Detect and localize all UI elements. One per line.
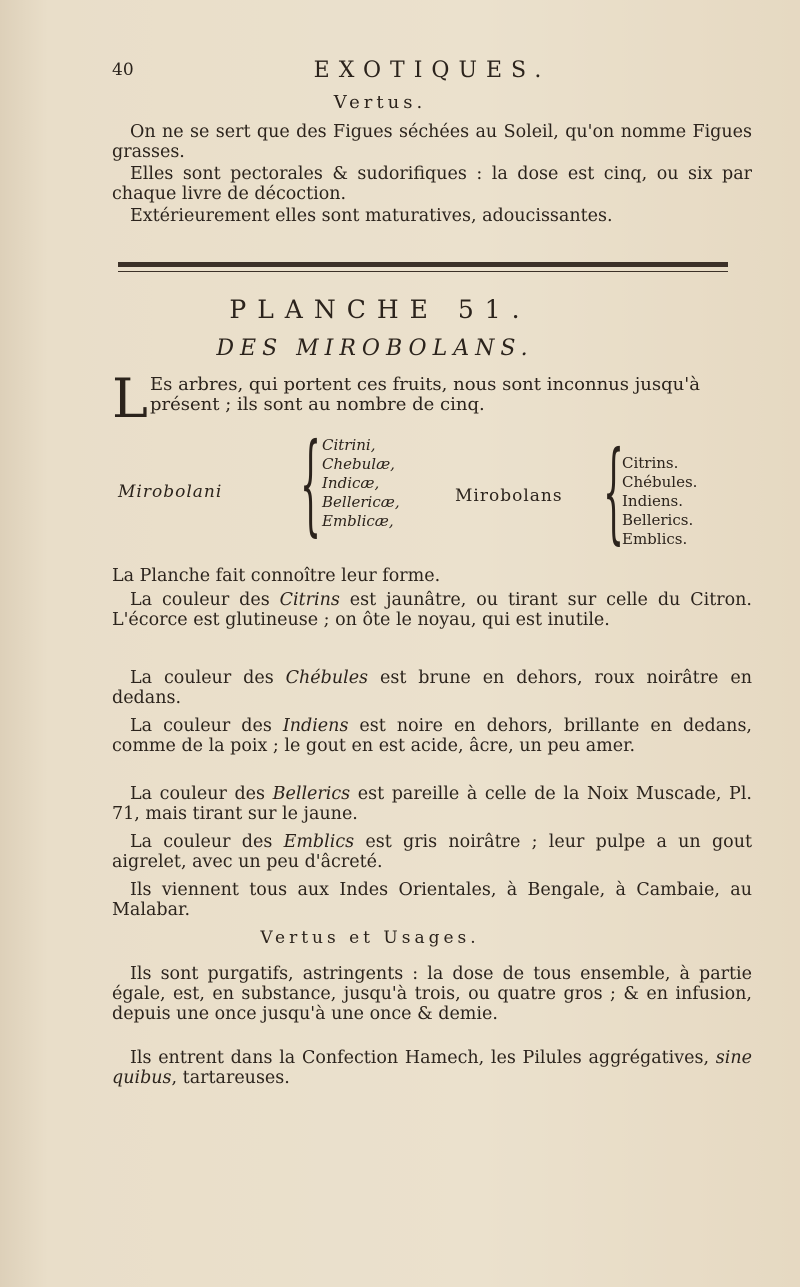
paragraph-text: La couleur des [130,832,284,852]
intro-paragraph: Es arbres, qui portent ces fruits, nous sont inconnus jusqu'à présent ; ils sont au nombre de cinq. [150,374,700,415]
paragraph-text: est pareille à celle de la Noix Muscade, Pl. 71, mais tirant sur le jaune. [112,784,752,824]
body-paragraph [112,566,752,586]
paragraph-text: La couleur des [130,590,280,610]
french-item: Indiens. [622,492,683,510]
paragraph-text: Ils entrent dans la Confection Hamech, les Pilules aggrégatives, [130,1048,716,1068]
paragraph-text: est gris noirâtre ; leur pulpe a un gout aigrelet, avec un peu d'âcreté. [112,832,752,872]
paragraph-text: Elles sont pectorales & sudorifiques : la dose est cinq, ou six par chaque livre de décoction. [112,164,752,204]
latin-item: Emblicæ, [322,512,394,530]
latin-item: Chebulæ, [322,455,395,473]
section-title-usages: Vertus et Usages. [260,928,480,948]
french-item: Emblics. [622,530,688,548]
plate-subtitle: DES MIROBOLANS. [216,336,534,361]
paragraph-text: La couleur des [130,784,273,804]
running-head: EXOTIQUES. [313,58,551,83]
paragraph-text: La Planche fait connoître leur forme. [112,566,441,586]
body-paragraph [112,832,752,872]
french-item: Chébules. [622,473,698,491]
paragraph-text: est jaunâtre, ou tirant sur celle du Citron. L'écorce est glutineuse ; on ôte le noyau, qui est inutile. [112,590,752,630]
usage-paragraph [112,1048,752,1088]
body-paragraph [112,668,752,708]
drop-cap: L [112,367,148,430]
fruit-name: Indiens [282,716,349,736]
brace-left: { [300,419,321,547]
paragraph-text: Ils sont purgatifs, astringents : la dose de tous ensemble, à partie égale, est, en substance, jusqu'à trois, ou quatre gros ; & en infusion, depuis une once jusqu'à une once & demie. [112,964,752,1024]
paragraph-text: , tartareuses. [171,1068,290,1088]
paragraph [112,206,752,226]
latin-item: Citrini, [322,436,376,454]
body-paragraph [112,716,752,756]
french-item: Bellerics. [622,511,694,529]
body-paragraph [112,784,752,824]
plate-title: PLANCHE 51. [229,295,531,324]
fruit-name: Chébules [285,668,369,688]
fruit-name: Emblics [283,832,355,852]
paragraph-text: est brune en dehors, roux noirâtre en dedans. [112,668,752,708]
body-paragraph [112,590,752,630]
divider-thin [118,271,728,272]
paragraph-text: est noire en dehors, brillante en dedans, comme de la poix ; le gout en est acide, âcre, un peu amer. [112,716,752,756]
fruit-name: Citrins [279,590,340,610]
french-label: Mirobolans [455,486,563,506]
latin-phrase: sine quibus [112,1048,752,1088]
latin-item: Bellericæ, [322,493,400,511]
paragraph-text: Ils viennent tous aux Indes Orientales, à Bengale, à Cambaie, au Malabar. [112,880,752,920]
paragraph-text: On ne se sert que des Figues séchées au Soleil, qu'on nomme Figues grasses. [112,122,752,162]
latin-list [322,436,400,531]
section-title-vertus: Vertus. [333,92,427,113]
french-item: Citrins. [622,454,679,472]
fruit-name: Bellerics [272,784,351,804]
divider-thick [118,262,728,267]
usage-paragraph [112,964,752,1024]
paragraph [112,164,752,204]
paragraph-text: La couleur des [130,716,283,736]
latin-item: Indicæ, [322,474,380,492]
page-number: 40 [112,60,134,80]
latin-label: Mirobolani [118,482,223,502]
body-paragraph [112,880,752,920]
french-list [622,454,697,549]
page-header [112,58,752,88]
paragraph-text: Extérieurement elles sont maturatives, adoucissantes. [130,206,613,226]
paragraph [112,122,752,162]
paragraph-text: La couleur des [130,668,286,688]
brace-right: { [603,427,624,555]
